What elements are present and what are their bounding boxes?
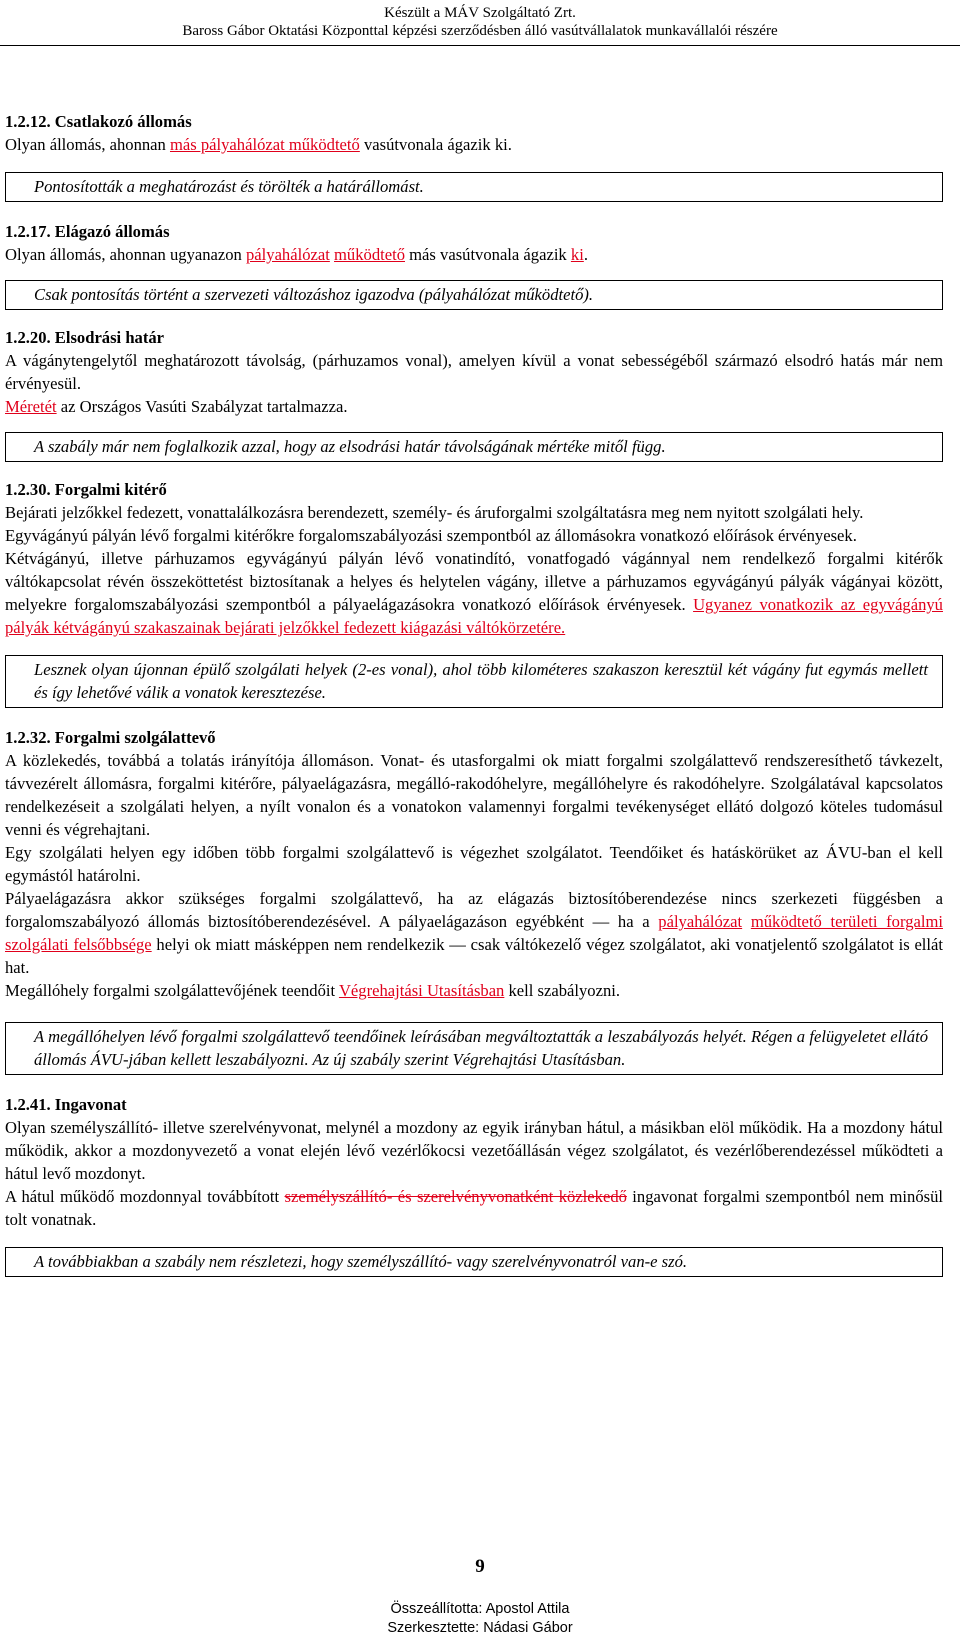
text-run: helyi ok miatt másképpen nem rendelkezik — csak váltókezelő végez szolgálatot, aki vonatjelentő szolgálatot is ellát hat.	[5, 935, 944, 977]
section-ingavonat	[5, 1093, 943, 1277]
section-paragraph: Egyvágányú pályán lévő forgalmi kitérőkre forgalomszabályozási szempontból az állomásokra vonatkozó előírások érvényesek.	[5, 526, 857, 545]
revised-text: más pályahálózat működtető	[169, 135, 360, 154]
compiled-by: Összeállította: Apostol Attila	[390, 1601, 570, 1617]
change-note-box: A megállóhelyen lévő forgalmi szolgálattevő teendőinek leírásában megváltoztatták a leszabályozás helyét. Régen a felügyeletet ellátó állomás ÁVU-jában kellett leszabályozni. Az új szabály szerint Végrehajtási Utasításban.	[5, 1022, 943, 1075]
section-paragraph: Egy szolgálati helyen egy időben több forgalmi szolgálattevő is végezhet szolgálatot. Teendőiket és hatáskörüket az ÁVU-ban el kell egymástól határolni.	[5, 843, 943, 885]
section-paragraph: A vágánytengelytől meghatározott távolság, (párhuzamos vonal), amelyen kívül a vonat sebességéből származó elsodró hatás már nem érvényesül.	[5, 351, 943, 393]
section-forgalmi-szolgalattevo	[5, 726, 943, 1075]
section-heading: 1.2.32. Forgalmi szolgálattevő	[5, 728, 216, 747]
page-header	[0, 0, 960, 46]
section-elsodrasi-hatar	[5, 326, 943, 462]
change-note-box: Pontosították a meghatározást és törölték a határállomást.	[5, 172, 943, 202]
text-run: kell szabályozni.	[504, 981, 621, 1000]
section-paragraph	[5, 133, 943, 156]
text-run: A hátul működő mozdonnyal továbbított	[5, 1187, 285, 1206]
text-run	[742, 912, 751, 931]
text-run: Kétvágányú, illetve párhuzamos egyvágányú pályán lévő vonatindító, vonatfogadó vágánnyal nem rendelkező forgalmi kitérők váltókapcsolat révén összeköttetést biztosítanak a helyes és helytelen vágány, illetve a párhuzamos egyvágányú pályák vágányai között, melyekre forgalomszabályozási szempontból a pályaelágazásokra vonatkozó előírások érvényesek.	[5, 549, 943, 614]
change-note-box: A szabály már nem foglalkozik azzal, hogy az elsodrási határ távolságának mértéke mitől függ.	[5, 432, 943, 462]
revised-text: Végrehajtási Utasításban	[338, 981, 505, 1000]
revised-text: működtető	[334, 245, 405, 264]
text-run: Pályaelágazásra akkor szükséges forgalmi szolgálattevő, ha az elágazás biztosítóberendezése nincs szerkezeti függésben a forgalomszabályozó állomás biztosítóberendezésével. A pályaelágazáson egyébként — ha a	[5, 889, 943, 931]
section-heading: 1.2.12. Csatlakozó állomás	[5, 112, 192, 131]
section-heading: 1.2.17. Elágazó állomás	[5, 222, 170, 241]
text-run: .	[583, 245, 588, 264]
section-heading: 1.2.41. Ingavonat	[5, 1095, 127, 1114]
revised-text: ki	[570, 245, 584, 264]
section-paragraph	[5, 395, 943, 418]
section-forgalmi-kitero	[5, 478, 943, 708]
text-run: Megállóhely forgalmi szolgálattevőjének teendőit	[5, 981, 339, 1000]
revised-text: Méretét	[5, 397, 57, 416]
header-line-1: Készült a MÁV Szolgáltató Zrt.	[384, 5, 576, 21]
revised-text: Ugyanez vonatkozik az egyvágányú pályák kétvágányú szakaszainak bejárati jelzőkkel fedezett kiágazási váltókörzetére.	[5, 595, 943, 637]
page-footer	[0, 1600, 960, 1638]
section-csatlakozo-allomas	[5, 110, 943, 202]
text-run: más vasútvonala ágazik	[405, 245, 571, 264]
section-heading: 1.2.30. Forgalmi kitérő	[5, 480, 167, 499]
text-run: az Országos Vasúti Szabályzat tartalmazza.	[56, 397, 348, 416]
deleted-text: személyszállító- és szerelvényvonatként közlekedő	[284, 1187, 627, 1206]
text-run: Olyan állomás, ahonnan	[5, 135, 170, 154]
revised-text: működtető területi forgalmi szolgálati felsőbbsége	[5, 912, 943, 954]
section-paragraph	[5, 887, 943, 979]
header-line-2: Baross Gábor Oktatási Központtal képzési szerződésben álló vasútvállalatok munkavállalói részére	[182, 23, 778, 39]
edited-by: Szerkesztette: Nádasi Gábor	[387, 1620, 573, 1636]
page-number: 9	[475, 1556, 485, 1577]
text-run: vasútvonala ágazik ki.	[359, 135, 512, 154]
section-paragraph	[5, 243, 943, 266]
section-heading: 1.2.20. Elsodrási határ	[5, 328, 165, 347]
revised-text: pályahálózat	[658, 912, 743, 931]
change-note-box: Lesznek olyan újonnan épülő szolgálati helyek (2-es vonal), ahol több kilométeres szakaszon keresztül két vágány fut egymás mellett és így lehetővé válik a vonatok keresztezése.	[5, 655, 943, 708]
revised-text: pályahálózat	[246, 245, 330, 264]
document-body	[5, 110, 943, 1277]
section-elagazo-allomas	[5, 220, 943, 310]
section-paragraph	[5, 547, 943, 639]
section-paragraph: Bejárati jelzőkkel fedezett, vonattalálkozásra berendezett, személy- és áruforgalmi szolgáltatásra meg nem nyitott szolgálati hely.	[5, 503, 864, 522]
text-run: ingavonat forgalmi szempontból nem minősül tolt vonatnak.	[5, 1187, 943, 1229]
section-paragraph	[5, 979, 943, 1002]
section-paragraph	[5, 1185, 943, 1231]
text-run: Olyan állomás, ahonnan ugyanazon	[5, 245, 246, 264]
change-note-box: A továbbiakban a szabály nem részletezi, hogy személyszállító- vagy szerelvényvonatról van-e szó.	[5, 1247, 943, 1277]
section-paragraph: A közlekedés, továbbá a tolatás irányítója állomáson. Vonat- és utasforgalmi ok miatt forgalmi szolgálattevő rendszeresíthető távkezelt, távvezérelt állomásra, forgalmi kitérőre, pályaelágazásra, megálló-rakodóhelyre, megállóhelyre és rakodóhelyre. Szolgálatával kapcsolatos rendelkezéseit a szolgálati helyen, a nyílt vonalon és a vonatokon valamennyi forgalmi tevékenységet ellátó dolgozó köteles tudomásul venni és végrehajtani.	[5, 751, 943, 839]
section-paragraph: Olyan személyszállító- illetve szerelvényvonat, melynél a mozdony az egyik irányban hátul, a másikban elöl működik. Ha a mozdony hátul működik, akkor a mozdonyvezető a vonat elején lévő vezérlőkocsi vezetőállásán végez szolgálatot, és vezérlőberendezéssel működteti a hátul levő mozdonyt.	[5, 1118, 943, 1183]
change-note-box: Csak pontosítás történt a szervezeti változáshoz igazodva (pályahálózat működtető).	[5, 280, 943, 310]
